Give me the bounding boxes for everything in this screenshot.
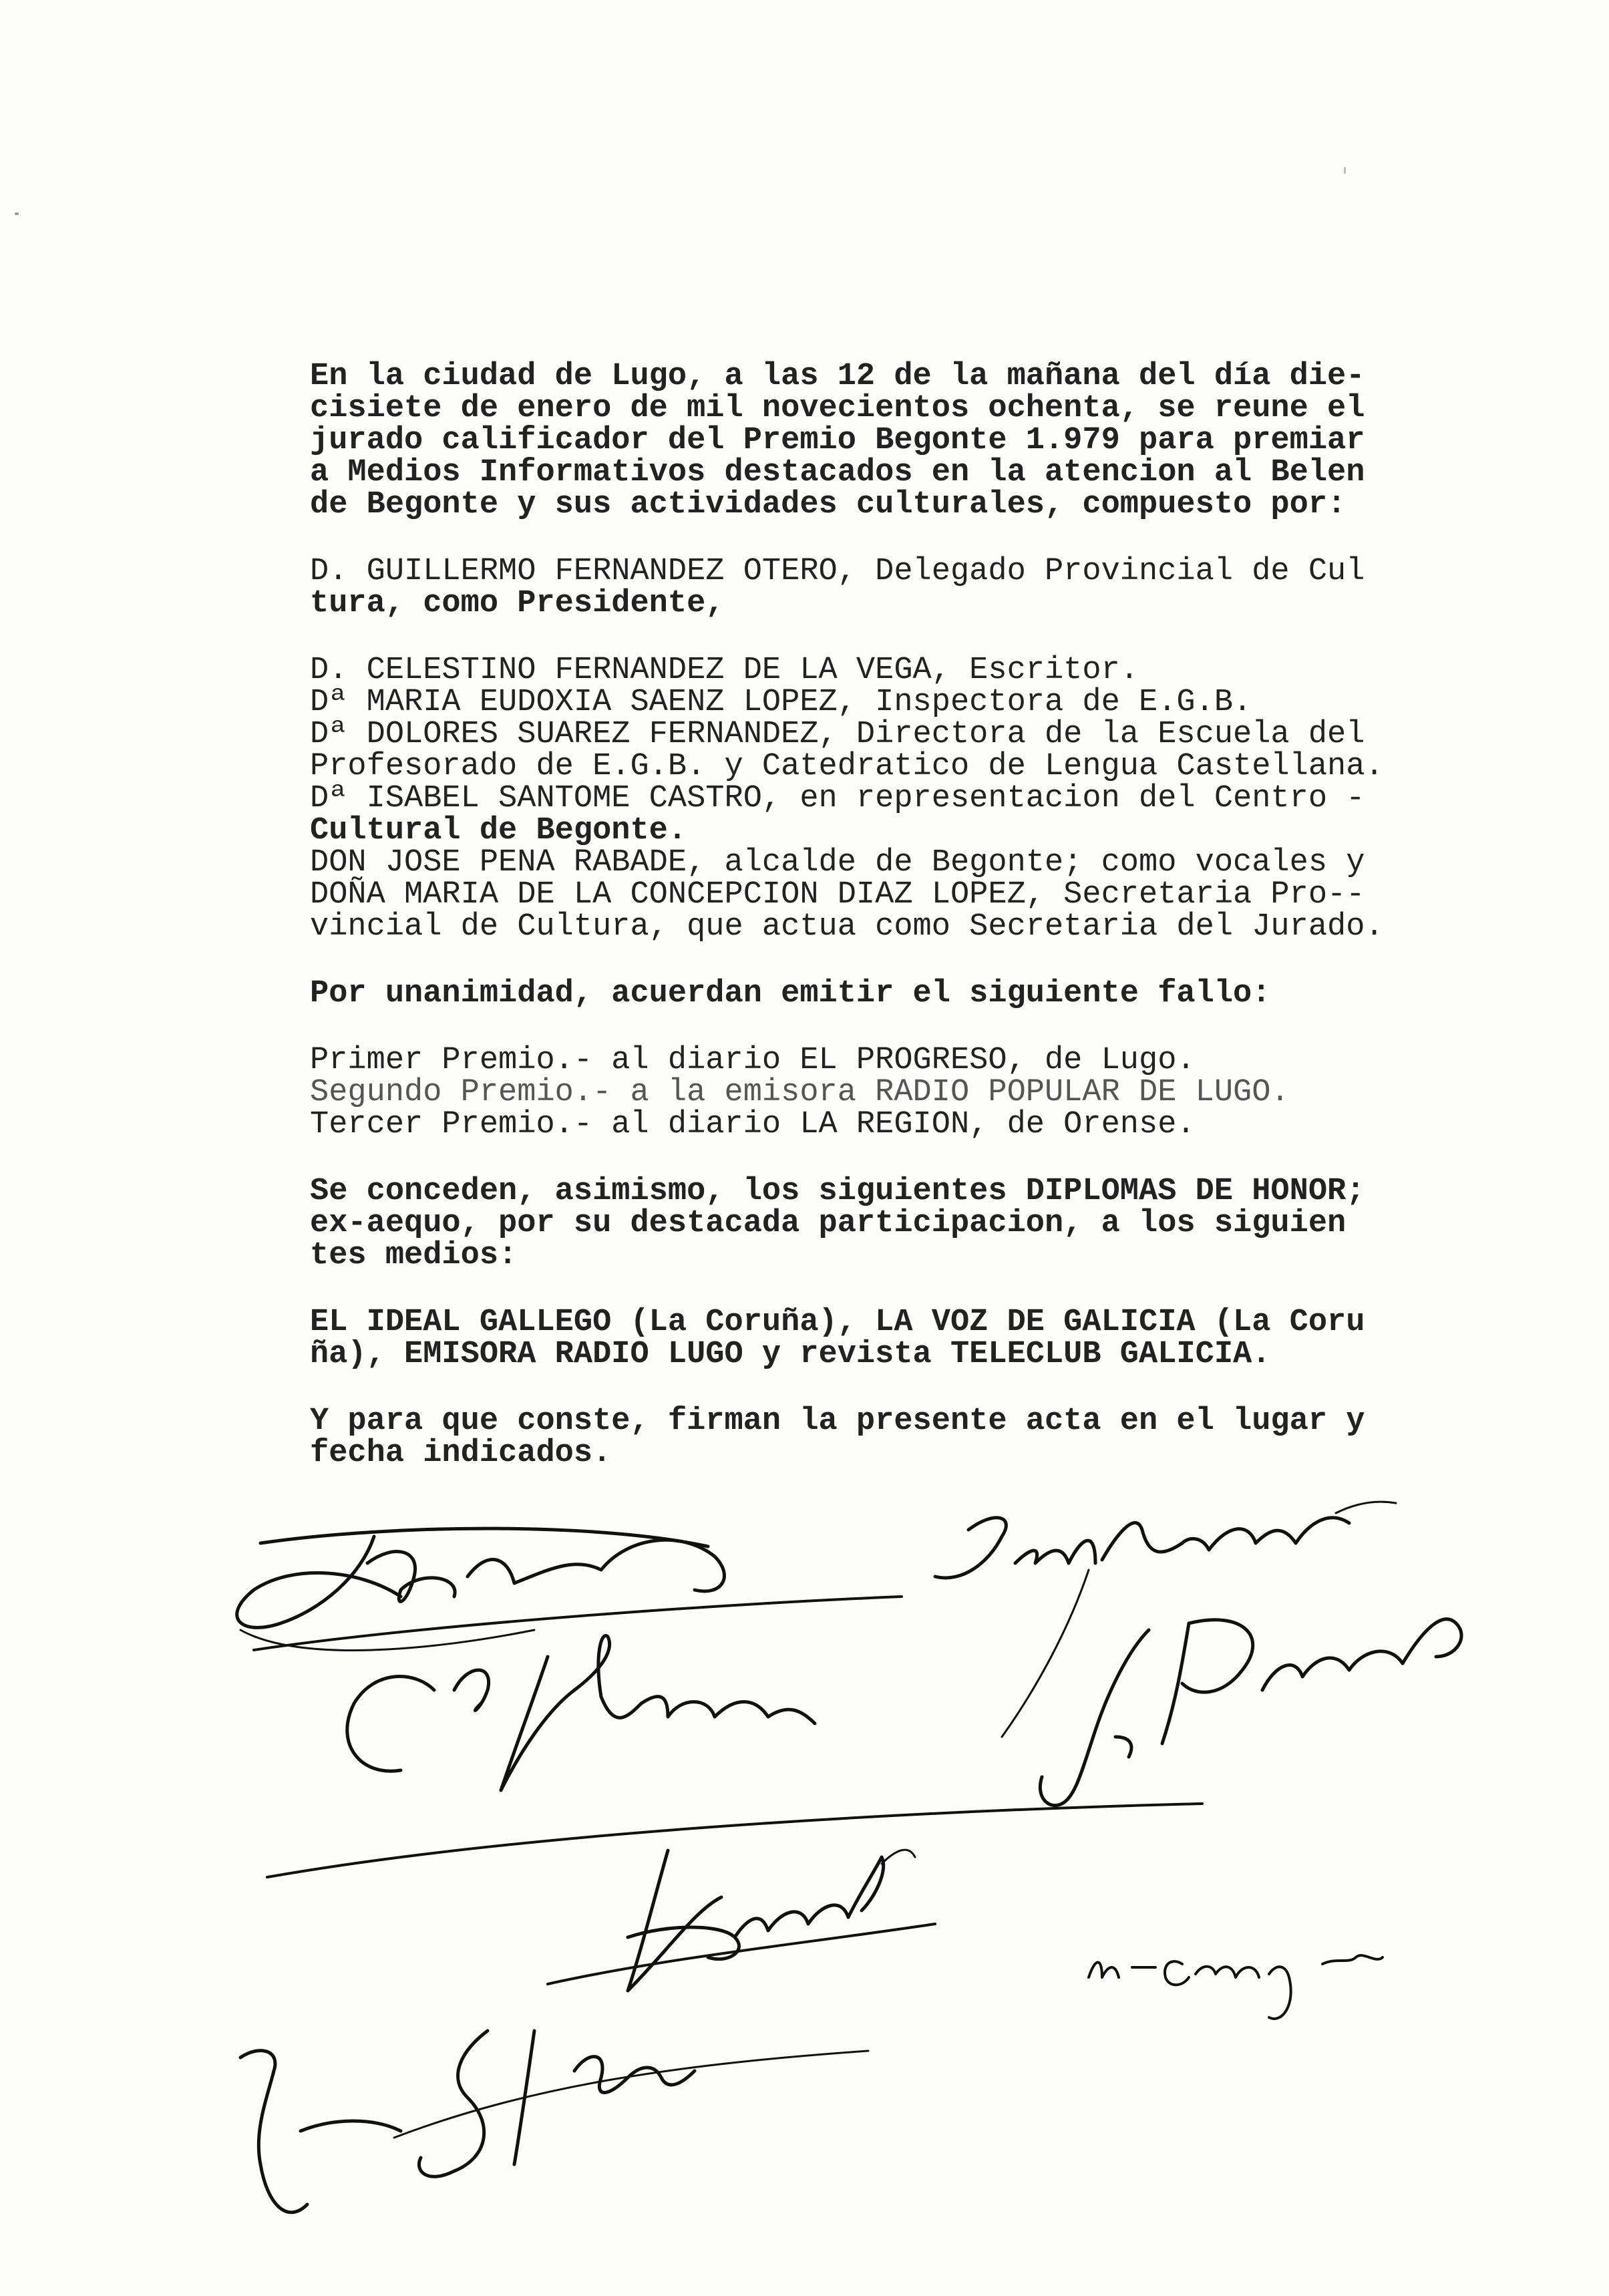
signature-1 [237, 1528, 902, 1650]
text-line: D. CELESTINO FERNANDEZ DE LA VEGA, Escritor. [310, 653, 1139, 688]
text-line: DOÑA MARIA DE LA CONCEPCION DIAZ LOPEZ, Secretaria Pro-- [310, 877, 1365, 913]
signature-5 [548, 1850, 935, 1991]
text-line: cisiete de enero de mil novecientos ochenta, se reune el [310, 391, 1365, 426]
text-line: Dª DOLORES SUAREZ FERNANDEZ, Directora de la Escuela del [310, 717, 1365, 752]
text-line: jurado calificador del Premio Begonte 1.979 para premiar [310, 423, 1365, 458]
text-line: Segundo Premio.- a la emisora RADIO POPULAR DE LUGO. [310, 1075, 1290, 1110]
paragraph-media [310, 1307, 1485, 1371]
text-line: Dª MARIA EUDOXIA SAENZ LOPEZ, Inspectora de E.G.B. [310, 685, 1252, 720]
paragraph-intro [310, 361, 1485, 521]
text-line: D. GUILLERMO FERNANDEZ OTERO, Delegado Provincial de Cul [310, 554, 1365, 589]
paragraph-members [310, 655, 1485, 943]
text-line: ña), EMISORA RADIO LUGO y revista TELECLUB GALICIA. [310, 1337, 1271, 1372]
signature-7 [240, 2031, 868, 2212]
signatures-area [200, 1496, 1503, 2265]
signature-4 [1002, 1570, 1461, 1806]
paragraph-prizes [310, 1045, 1485, 1141]
text-line: EL IDEAL GALLEGO (La Coruña), LA VOZ DE GALICIA (La Coru [310, 1305, 1365, 1340]
text-line: En la ciudad de Lugo, a las 12 de la mañana del día die- [310, 359, 1365, 394]
text-line: a Medios Informativos destacados en la atencion al Belen [310, 455, 1365, 490]
text-line: Y para que conste, firman la presente acta en el lugar y [310, 1404, 1365, 1439]
scan-speck [1344, 167, 1346, 174]
text-line: vincial de Cultura, que actua como Secretaria del Jurado. [310, 909, 1384, 945]
text-line: tes medios: [310, 1238, 518, 1273]
text-line: ex-aequo, por su destacada participacion, a los siguien [310, 1206, 1347, 1241]
typed-text-body [310, 361, 1485, 1504]
paragraph-closing [310, 1406, 1485, 1470]
text-line: tura, como Presidente, [310, 586, 725, 621]
signature-6 [1089, 1955, 1383, 2019]
text-line: Primer Premio.- al diario EL PROGRESO, de Lugo. [310, 1043, 1196, 1078]
signature-3 [267, 1635, 1202, 1877]
paragraph-diplomas [310, 1176, 1485, 1272]
text-line: DON JOSE PENA RABADE, alcalde de Begonte; como vocales y [310, 845, 1365, 880]
text-line: Profesorado de E.G.B. y Catedratico de Lengua Castellana. [310, 749, 1384, 784]
text-line: Cultural de Begonte. [310, 813, 687, 848]
text-line: Por unanimidad, acuerdan emitir el siguiente fallo: [310, 976, 1271, 1011]
paragraph-president [310, 556, 1485, 620]
text-line: fecha indicados. [310, 1436, 612, 1471]
text-line: Se conceden, asimismo, los siguientes DIPLOMAS DE HONOR; [310, 1174, 1365, 1209]
text-line: Dª ISABEL SANTOME CASTRO, en representacion del Centro - [310, 781, 1365, 816]
scan-speck [15, 212, 19, 215]
text-line: de Begonte y sus actividades culturales, compuesto por: [310, 487, 1347, 522]
paragraph-unanimity [310, 978, 1485, 1010]
signature-2 [935, 1502, 1396, 1578]
text-line: Tercer Premio.- al diario LA REGION, de Orense. [310, 1107, 1196, 1142]
